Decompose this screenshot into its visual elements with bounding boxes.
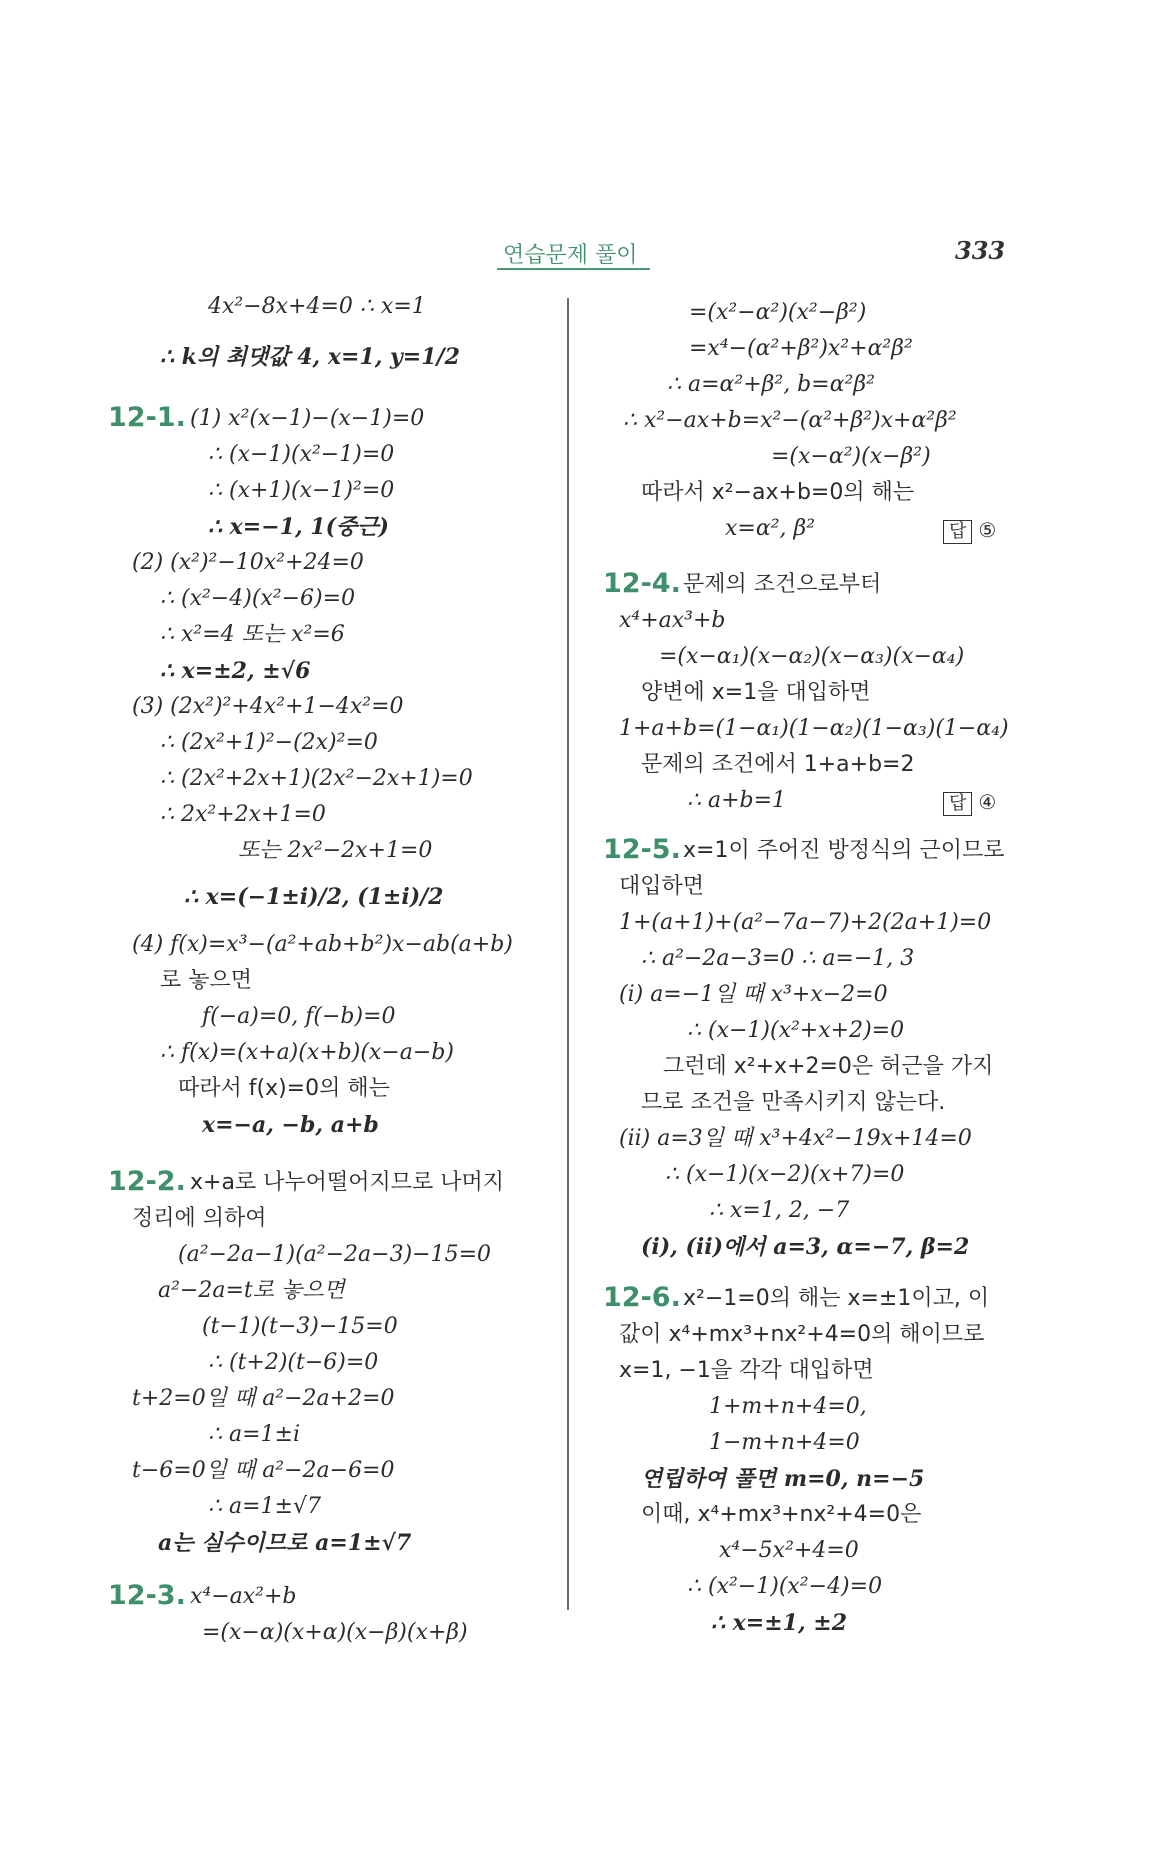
answer-choice: ⑤ — [978, 518, 997, 542]
solution-result-line: ∴ x=±2, ±√6 — [160, 658, 311, 684]
solution-line: (a²−2a−1)(a²−2a−3)−15=0 — [178, 1242, 492, 1267]
solution-line: f(−a)=0, f(−b)=0 — [202, 1004, 396, 1029]
solution-line: ∴ (t+2)(t−6)=0 — [208, 1350, 379, 1375]
problem-number: 12-6. — [603, 1282, 681, 1313]
solution-result-line: 연립하여 풀면 m=0, n=−5 — [641, 1466, 925, 1492]
solution-line: (ii) a=3일 때 x³+4x²−19x+14=0 — [619, 1126, 972, 1151]
answer-mark — [943, 788, 996, 816]
solution-result-line: ∴ x=−1, 1(중근) — [208, 514, 389, 540]
solution-result-line: x=−a, −b, a+b — [202, 1112, 379, 1138]
solution-result-line: ∴ x=±1, ±2 — [711, 1610, 848, 1636]
answer-mark — [943, 516, 996, 544]
solution-line: ∴ a+b=1 — [687, 788, 787, 813]
solution-line: ∴ f(x)=(x+a)(x+b)(x−a−b) — [160, 1040, 454, 1065]
solution-line: 또는 2x²−2x+1=0 — [238, 838, 433, 863]
solution-line: 1+m+n+4=0, — [709, 1394, 867, 1419]
solution-line: 4x²−8x+4=0 ∴ x=1 — [208, 294, 426, 319]
solution-line: (4) f(x)=x³−(a²+ab+b²)x−ab(a+b) — [132, 932, 513, 957]
solution-line: ∴ x²=4 또는 x²=6 — [160, 622, 345, 647]
solution-line: 값이 x⁴+mx³+nx²+4=0의 해이므로 — [619, 1322, 985, 1347]
solution-line: 1−m+n+4=0 — [709, 1430, 860, 1455]
solution-line: 정리에 의하여 — [132, 1206, 267, 1231]
solution-line: t+2=0일 때 a²−2a+2=0 — [132, 1386, 395, 1411]
solution-line: (1) x²(x−1)−(x−1)=0 — [190, 406, 425, 431]
solution-line: 양변에 x=1을 대입하면 — [641, 680, 871, 705]
solution-line: =(x−α²)(x−β²) — [771, 444, 931, 469]
answer-box-label: 답 — [943, 792, 972, 816]
solution-line: x⁴+ax³+b — [619, 608, 726, 633]
solution-line: ∴ (2x²+2x+1)(2x²−2x+1)=0 — [160, 766, 473, 791]
answer-choice: ④ — [978, 790, 997, 814]
problem-number: 12-2. — [108, 1166, 186, 1197]
solution-line: x⁴−ax²+b — [190, 1584, 297, 1609]
solution-line: 문제의 조건에서 1+a+b=2 — [641, 752, 915, 777]
solution-line: x²−1=0의 해는 x=±1이고, 이 — [683, 1286, 990, 1311]
solution-line: x+a로 나누어떨어지므로 나머지 — [190, 1170, 504, 1195]
solution-line: (t−1)(t−3)−15=0 — [202, 1314, 398, 1339]
solution-line: 므로 조건을 만족시키지 않는다. — [641, 1090, 946, 1115]
solution-line: ∴ (x²−4)(x²−6)=0 — [160, 586, 356, 611]
solution-line: x=1이 주어진 방정식의 근이므로 — [683, 838, 1005, 863]
solution-line: 따라서 f(x)=0의 해는 — [178, 1076, 390, 1101]
solution-line: ∴ (x²−1)(x²−4)=0 — [687, 1574, 883, 1599]
page-header — [0, 236, 1172, 276]
solution-line: x=α², β² — [725, 516, 816, 541]
page-number: 333 — [955, 236, 1006, 265]
solution-line: ∴ (x−1)(x²−1)=0 — [208, 442, 395, 467]
solution-line: ∴ x²−ax+b=x²−(α²+β²)x+α²β² — [623, 408, 957, 433]
solution-line: ∴ 2x²+2x+1=0 — [160, 802, 326, 827]
solution-result-line: ∴ x=(−1±i)/2, (1±i)/2 — [184, 884, 444, 910]
solution-line: x⁴−5x²+4=0 — [719, 1538, 859, 1563]
solution-result-line: a는 실수이므로 a=1±√7 — [158, 1530, 412, 1556]
problem-number: 12-3. — [108, 1580, 186, 1611]
solution-line: =(x²−α²)(x²−β²) — [689, 300, 867, 325]
solution-result-line: ∴ k의 최댓값 4, x=1, y=1/2 — [160, 344, 460, 370]
solution-line: 1+(a+1)+(a²−7a−7)+2(2a+1)=0 — [619, 910, 992, 935]
solution-line: 문제의 조건으로부터 — [683, 572, 882, 597]
header-underline — [497, 268, 650, 270]
solution-line: (2) (x²)²−10x²+24=0 — [132, 550, 364, 575]
solution-line: x=1, −1을 각각 대입하면 — [619, 1358, 874, 1383]
solution-line: 대입하면 — [619, 874, 705, 899]
solution-line: =(x−α)(x+α)(x−β)(x+β) — [202, 1620, 468, 1645]
solution-line: ∴ x=1, 2, −7 — [709, 1198, 850, 1223]
solution-line: =x⁴−(α²+β²)x²+α²β² — [689, 336, 913, 361]
solution-line: ∴ a²−2a−3=0 ∴ a=−1, 3 — [641, 946, 915, 971]
answer-box-label: 답 — [943, 520, 972, 544]
solution-line: ∴ (x−1)(x²+x+2)=0 — [687, 1018, 905, 1043]
solution-line: ∴ a=1±i — [208, 1422, 301, 1447]
solution-line: =(x−α₁)(x−α₂)(x−α₃)(x−α₄) — [659, 644, 965, 669]
solution-line: 1+a+b=(1−α₁)(1−α₂)(1−α₃)(1−α₄) — [619, 716, 1009, 741]
solution-line: 이때, x⁴+mx³+nx²+4=0은 — [641, 1502, 922, 1527]
solution-line: 로 놓으면 — [160, 968, 253, 993]
problem-number: 12-1. — [108, 402, 186, 433]
problem-number: 12-5. — [603, 834, 681, 865]
solution-line: ∴ (x−1)(x−2)(x+7)=0 — [665, 1162, 905, 1187]
solution-line: ∴ (2x²+1)²−(2x)²=0 — [160, 730, 378, 755]
solution-line: t−6=0일 때 a²−2a−6=0 — [132, 1458, 395, 1483]
problem-number: 12-4. — [603, 568, 681, 599]
solution-line: a²−2a=t로 놓으면 — [158, 1278, 345, 1303]
solution-line: ∴ a=α²+β², b=α²β² — [667, 372, 875, 397]
solution-line: (3) (2x²)²+4x²+1−4x²=0 — [132, 694, 404, 719]
solution-line: ∴ a=1±√7 — [208, 1494, 321, 1519]
column-divider — [567, 298, 569, 1610]
solution-line: ∴ (x+1)(x−1)²=0 — [208, 478, 395, 503]
solution-line: 따라서 x²−ax+b=0의 해는 — [641, 480, 915, 505]
solution-result-line: (i), (ii)에서 a=3, α=−7, β=2 — [641, 1234, 970, 1260]
section-title: 연습문제 풀이 — [503, 243, 638, 268]
solution-line: 그런데 x²+x+2=0은 허근을 가지 — [663, 1054, 994, 1079]
solution-line: (i) a=−1일 때 x³+x−2=0 — [619, 982, 888, 1007]
